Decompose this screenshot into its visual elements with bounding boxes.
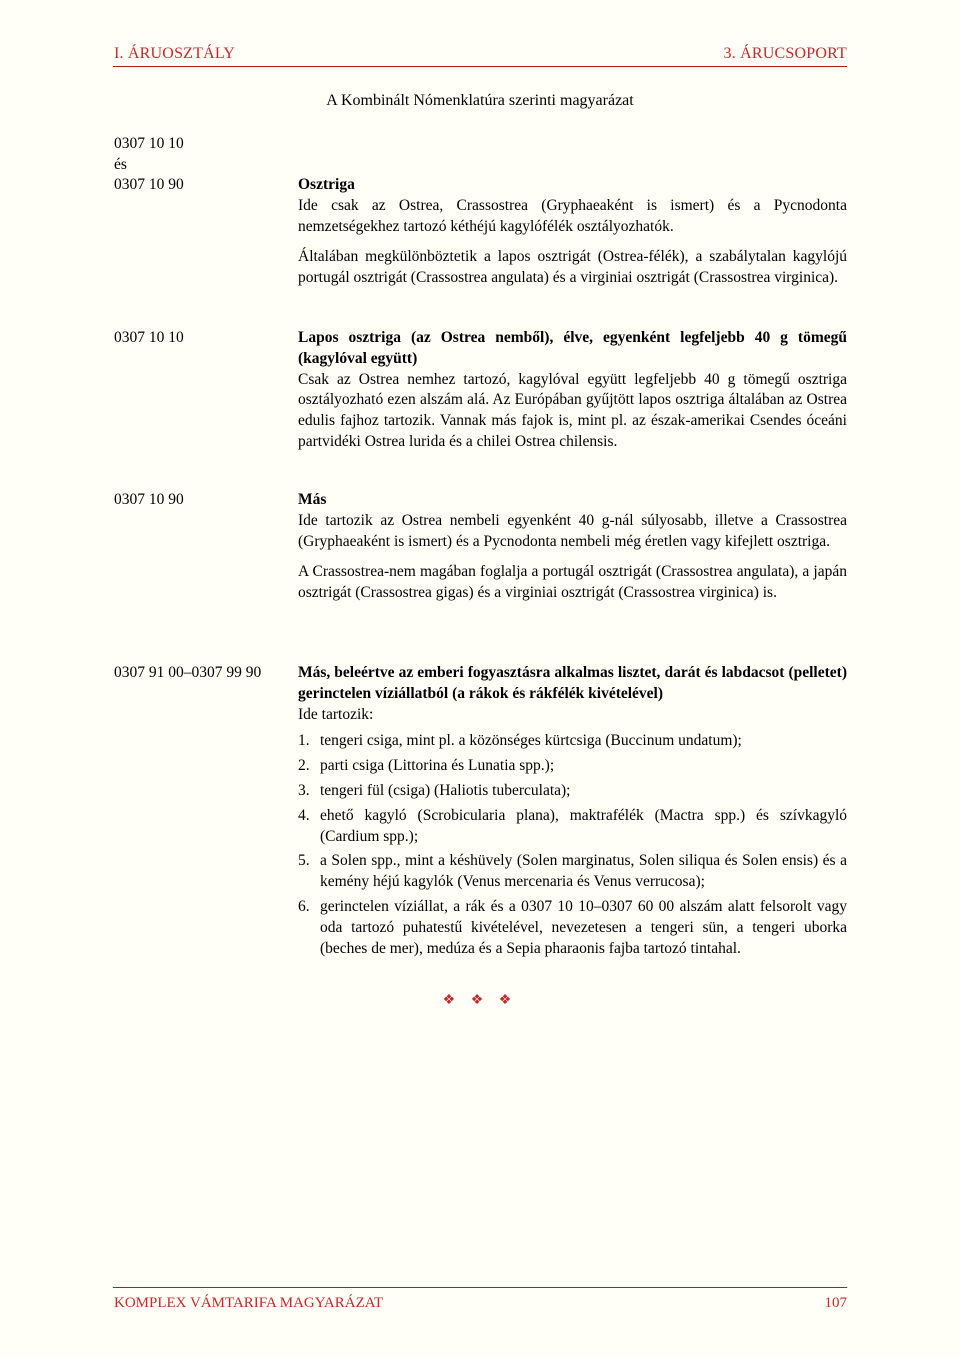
running-header (113, 44, 847, 67)
code-line: és (114, 155, 127, 173)
list-item-text: ehető kagyló (Scrobicularia plana), maktrafélék (Mactra spp.) és szívkagyló (Cardium spp.); (320, 806, 847, 845)
list-item-number: 1. (298, 732, 310, 750)
list-item-number: 3. (298, 781, 310, 799)
list-item-text: tengeri csiga, mint pl. a közönséges kürtcsiga (Buccinum undatum); (320, 732, 742, 750)
section-3-code: 0307 10 90 (114, 491, 184, 508)
section-3-title: Más (298, 491, 327, 508)
document-title: A Kombinált Nómenklatúra szerinti magyarázat (326, 92, 634, 109)
document-page (113, 0, 847, 1358)
section-3-paragraph-2: A Crassostrea-nem magában foglalja a portugál osztrigát (Crassostrea angulata), a japán osztrigát (Crassostrea gigas) és a virginiai osztrigát (Crassostrea virginica) is. (298, 563, 847, 602)
section-1-paragraph-1: Ide csak az Ostrea, Crassostrea (Gryphaeaként is ismert) és a Pycnodonta nemzetségekhez tartozó kéthéjú kagylófélék osztályozhatók. (298, 196, 847, 235)
section-2-code: 0307 10 10 (114, 329, 184, 346)
footer-title: KOMPLEX VÁMTARIFA MAGYARÁZAT (114, 1295, 384, 1311)
section-3-paragraph-1: Ide tartozik az Ostrea nembeli egyenként 40 g-nál súlyosabb, illetve a Crassostrea (Gryphaeaként is ismert) és a Pycnodonta nembeli még éretlen vagy kifejlett osztriga. (298, 511, 847, 550)
section-2-title: Lapos osztriga (az Ostrea nemből), élve, egyenként legfeljebb 40 g tömegű (kagylóval együtt) (298, 329, 847, 367)
code-line: 0307 10 90 (114, 176, 184, 193)
section-3-body (298, 490, 847, 604)
list-item-text: a Solen spp., mint a késhüvely (Solen marginatus, Solen siliqua és Solen ensis) és a kemény héjú kagylók (Venus mercenaria és Venus verrucosa); (320, 852, 847, 891)
list-item (298, 806, 847, 848)
list-item (298, 756, 847, 777)
running-footer (113, 1287, 847, 1316)
list-item (298, 897, 847, 959)
code-line: 0307 10 10 (114, 135, 184, 152)
header-chapter: I. ÁRUOSZTÁLY (114, 45, 235, 62)
section-2-paragraph-1: Csak az Ostrea nemhez tartozó, kagylóval együtt legfeljebb 40 g tömegű osztriga osztályozható ezen alszám alá. Az Európában gyűjtött lapos osztriga általában az Ostrea edulis fajhoz tartozik. Vannak más fajok is, mint pl. az észak-amerikai Csendes óceáni partvidéki Ostrea lurida és a chilei Ostrea chilensis. (298, 370, 847, 450)
section-4-body (298, 663, 847, 963)
header-group: 3. ÁRUCSOPORT (723, 45, 847, 62)
list-item (298, 731, 847, 752)
list-item-number: 4. (298, 806, 310, 824)
list-item-text: parti csiga (Littorina és Lunatia spp.); (320, 757, 555, 775)
section-4-intro: Ide tartozik: (298, 705, 374, 723)
section-1-code (114, 134, 184, 196)
list-item-number: 2. (298, 757, 310, 775)
list-item-text: tengeri fül (csiga) (Haliotis tuberculata); (320, 781, 571, 799)
section-1-paragraph-2: Általában megkülönböztetik a lapos osztrigát (Ostrea-félék), a szabálytalan kagylójú portugál osztrigát (Crassostrea angulata) és a virginiai osztrigát (Crassostrea virginica). (298, 248, 847, 287)
list-item (298, 851, 847, 893)
section-4-title: Más, beleértve az emberi fogyasztásra alkalmas lisztet, darát és labdacsot (pelletet) gerinctelen víziállatból (a rákok és rákfélék kivételével) (298, 664, 847, 702)
list-item-number: 6. (298, 897, 310, 915)
list-item-number: 5. (298, 852, 310, 870)
page-number: 107 (824, 1295, 847, 1311)
section-2-body (298, 328, 847, 453)
section-1-title: Osztriga (298, 176, 355, 193)
list-item-text: gerinctelen víziállat, a rák és a 0307 10 10–0307 60 00 alszám alatt felsorolt vagy oda tartozó puhatestű kivételével, nevezetesen a tengeri sün, a tengeri uborka (beches de mer), medúza és a Sepia pharaonis fajba tartozó tintahal. (320, 897, 847, 957)
species-list (298, 731, 847, 959)
section-4-code: 0307 91 00–0307 99 90 (114, 664, 262, 681)
section-1-body (298, 175, 847, 289)
end-ornament: ❖ ❖ ❖ (442, 993, 518, 1008)
list-item (298, 781, 847, 802)
